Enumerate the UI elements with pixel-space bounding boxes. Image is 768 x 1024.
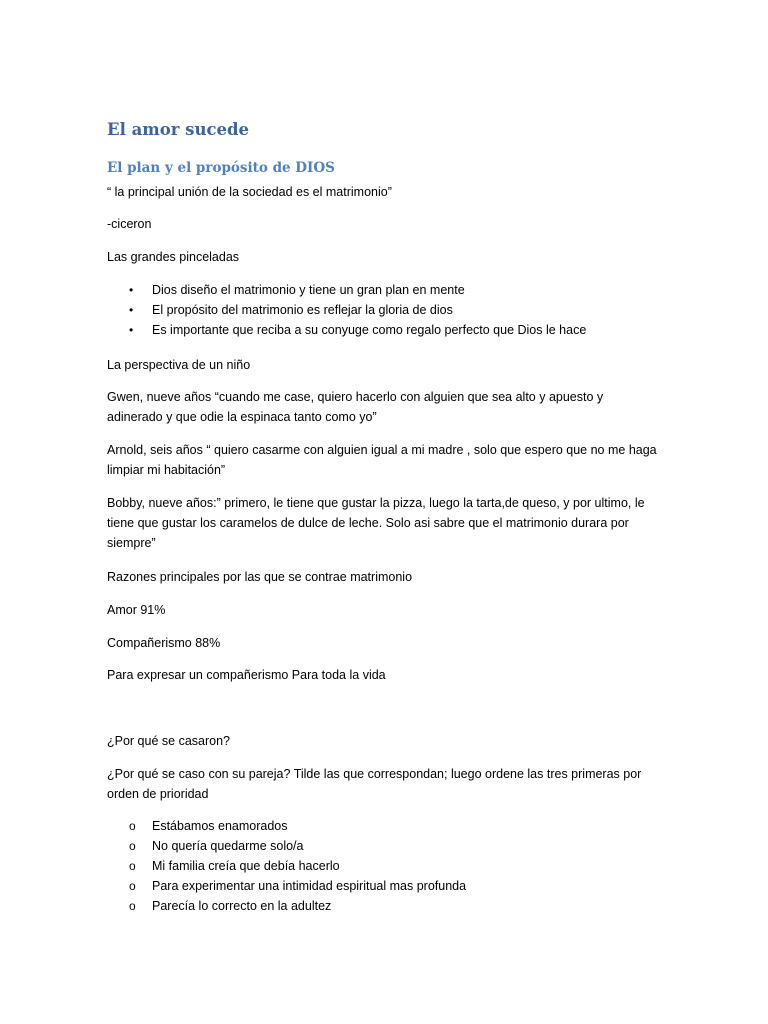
- amor-stat: Amor 91%: [107, 603, 166, 617]
- gwen-quote-line-1: Gwen, nueve años “cuando me case, quiero hacerlo con alguien que sea alto y apuesto y: [107, 390, 604, 404]
- question-heading: ¿Por qué se casaron?: [107, 734, 230, 748]
- arnold-quote-line-2: limpiar mi habitación”: [107, 463, 226, 477]
- quote-text: “ la principal unión de la sociedad es el matrimonio”: [107, 185, 392, 199]
- circle-bullet-icon: o: [129, 859, 136, 873]
- list-item-text: Mi familia creía que debía hacerlo: [152, 859, 340, 873]
- list-item-text: Para experimentar una intimidad espiritual mas profunda: [152, 879, 467, 893]
- list-item: [107, 896, 466, 916]
- section-heading-grandes: Las grandes pinceladas: [107, 250, 240, 264]
- document-title: El amor sucede: [107, 120, 250, 139]
- list-item: [107, 876, 466, 896]
- list-item: [107, 856, 466, 876]
- circle-bullet-icon: o: [129, 879, 136, 893]
- list-item-text: Estábamos enamorados: [152, 819, 288, 833]
- bobby-quote-line-2: tiene que gustar los caramelos de dulce de leche. Solo asi sabre que el matrimonio durara por: [107, 516, 629, 530]
- list-item: [107, 300, 586, 320]
- bobby-quote-line-3: siempre”: [107, 536, 156, 550]
- gwen-quote-line-2: adinerado y que odie la espinaca tanto como yo”: [107, 410, 377, 424]
- arnold-quote-line-1: Arnold, seis años “ quiero casarme con alguien igual a mi madre , solo que espero que no me haga: [107, 443, 657, 457]
- list-item-text: Parecía lo correcto en la adultez: [152, 899, 332, 913]
- bobby-quote-line-1: Bobby, nueve años:” primero, le tiene que gustar la pizza, luego la tarta,de queso, y por ultimo, le: [107, 496, 645, 510]
- question-instruction-line-2: orden de prioridad: [107, 787, 209, 801]
- bullet-icon: •: [129, 283, 134, 297]
- circle-bullet-icon: o: [129, 899, 136, 913]
- list-item: [107, 280, 586, 300]
- list-item: [107, 320, 586, 340]
- circle-bullet-icon: o: [129, 839, 136, 853]
- expresar-text: Para expresar un compañerismo Para toda la vida: [107, 668, 386, 682]
- list-item-text: Dios diseño el matrimonio y tiene un gran plan en mente: [152, 283, 465, 297]
- list-item-text: Es importante que reciba a su conyuge como regalo perfecto que Dios le hace: [152, 323, 587, 337]
- list-item-text: No quería quedarme solo/a: [152, 839, 304, 853]
- options-list: [107, 816, 466, 916]
- companerismo-stat: Compañerismo 88%: [107, 636, 221, 650]
- bullet-icon: •: [129, 303, 134, 317]
- circle-bullet-icon: o: [129, 819, 136, 833]
- bullet-icon: •: [129, 323, 134, 337]
- list-item: [107, 816, 466, 836]
- quote-attribution: -ciceron: [107, 217, 152, 231]
- razones-heading: Razones principales por las que se contrae matrimonio: [107, 570, 413, 584]
- list-item-text: El propósito del matrimonio es reflejar la gloria de dios: [152, 303, 453, 317]
- question-instruction-line-1: ¿Por qué se caso con su pareja? Tilde las que correspondan; luego ordene las tres primeras por: [107, 767, 642, 781]
- section-heading-perspectiva: La perspectiva de un niño: [107, 358, 251, 372]
- list-item: [107, 836, 466, 856]
- document-subtitle: El plan y el propósito de DIOS: [107, 160, 335, 176]
- bullet-list: [107, 280, 586, 340]
